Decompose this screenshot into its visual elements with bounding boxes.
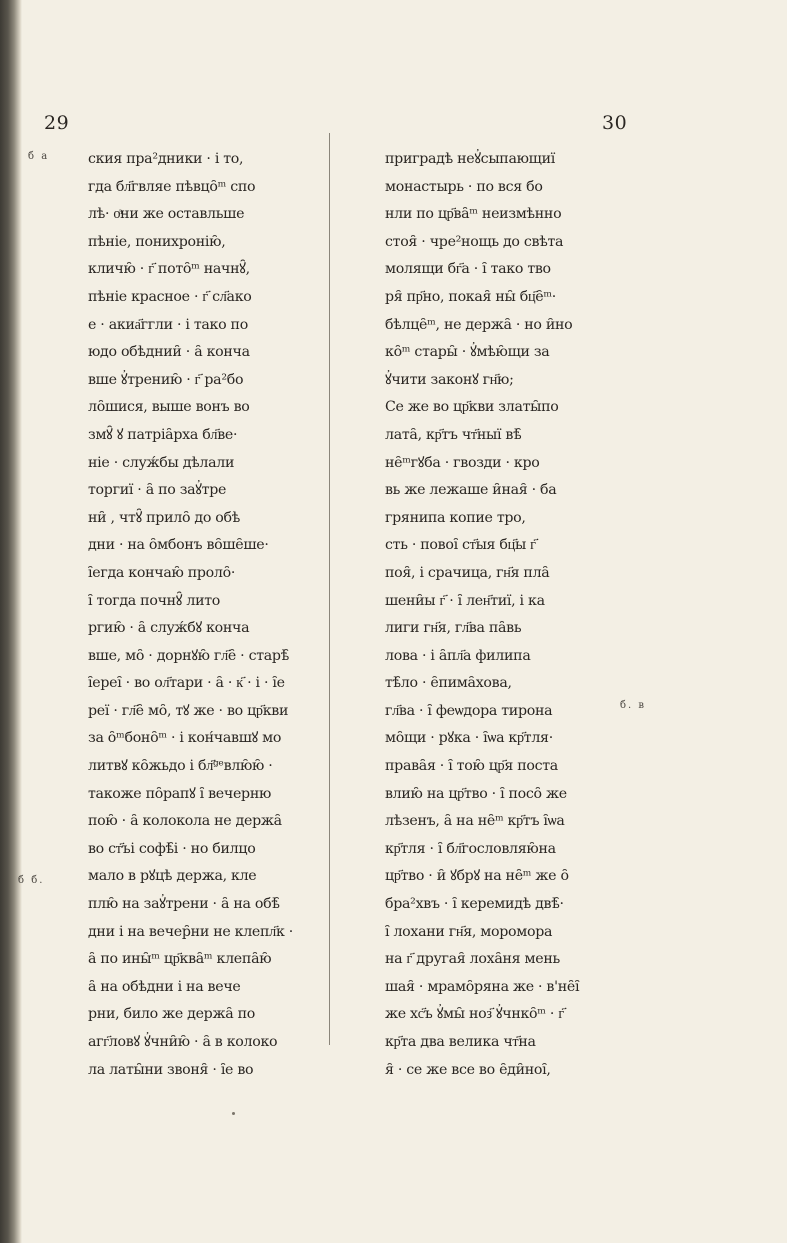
left-column-line: е · акиа҃ггли · і тако по	[88, 316, 248, 333]
left-column-line: дни · на о̑мбонъ во̑ше̑ше·	[88, 537, 269, 554]
right-column-line: стоя̑ · чре²нощь до свѣта	[385, 233, 564, 250]
left-column-line: і̑ тогда почнꙋ̑ лито	[88, 592, 221, 609]
left-column-line: рни, било же держа̑ по	[88, 1006, 255, 1023]
left-column-line: ніе · служ́бы дѣлали	[88, 454, 235, 471]
left-column-line: агг҃ловꙋ ꙋ҆чни̑ю̑ · а̑ в колоко	[88, 1034, 278, 1050]
right-column-line: монастырь · по вся бо	[385, 178, 543, 195]
right-column-line: і̑ лохани гн҃я, моромора	[385, 923, 553, 940]
left-column-line: во ст҃ъі софѣ̑і · но билцо	[88, 840, 256, 857]
right-margin-note: б. в	[620, 700, 647, 711]
left-column-line: лѣ· оͣни же оставльше	[88, 206, 245, 223]
right-column-line: ря̑ пр҃но, покая̑ ны̑ бц҃е̑ᵐ·	[385, 288, 556, 305]
left-column-line: ргию̑ · а̑ служ́бꙋ конча	[88, 620, 250, 637]
right-column-line: мо̑щи · рꙋка · і̑ѡа кр҃тля·	[385, 730, 553, 747]
left-column-line: дни і на вечер̑ни не клепл҃к ·	[88, 923, 293, 940]
right-column-line: кр҃та два велика чт҃на	[385, 1034, 536, 1050]
right-column-line: бѣлце̑ᵐ, не держа̑ · но и̑но	[385, 316, 573, 333]
right-column-line: поя̑, і срачица, гн҃я пла̑	[385, 564, 550, 581]
left-column-line: а̑ по ины̑ᵐ цр҃ква̑ᵐ клепа̑ю̑	[88, 951, 272, 968]
left-column-line: пѣніе красное · г҃ сл҃ако	[88, 288, 252, 305]
right-column-line: нли по цр҃ва̑ᵐ неизмѣнно	[385, 206, 562, 223]
right-column-line: ꙋ҆чити законꙋ гн҃ю;	[385, 371, 514, 388]
left-column-line: ския пра²дники · і то,	[88, 151, 244, 167]
right-column-line: же хс҃ъ ꙋ҆мы̑ ноз҃ ꙋ҆чнко̑ᵐ · г҃	[385, 1006, 564, 1023]
right-column-line: я̑ · се же все во е̑ди̑ноі̑,	[385, 1061, 551, 1078]
left-column-line: а̑ на обѣдни і на вече	[88, 978, 241, 995]
left-column-line: і̑ереі̑ · во ол҃тари · а̑ · к҃ · і · і̑е	[88, 675, 285, 692]
book-binding-edge	[0, 0, 22, 1243]
right-text-column	[385, 146, 585, 1084]
right-column-line: на г҃ другая̑ лоха̑ня мень	[385, 951, 560, 968]
right-column-line: права̑я · і̑ тою̑ цр҃я поста	[385, 758, 558, 775]
right-page-number: 30	[602, 112, 628, 134]
left-column-line: юдо обѣднии̑ · а̑ конча	[88, 344, 250, 361]
right-column-line: молящи бг҃а · і̑ тако тво	[385, 261, 551, 278]
right-column-line: не̑ᵐгꙋба · гвозди · кро	[385, 454, 540, 471]
left-column-line: мало в рꙋцѣ держа, кле	[88, 868, 257, 885]
paper-speck	[232, 1112, 235, 1115]
right-column-line: вь же лежаше и̑ная̑ · ба	[385, 482, 557, 499]
left-column-line: реї · гл҃е̑ мо̑, тꙋ же · во цр҃кви	[88, 702, 289, 719]
left-column-line: гда бл҃гвляе пѣвцо̑ᵐ спо	[88, 178, 256, 195]
right-column-line: Се же во цр҃кви златы̑по	[385, 399, 559, 416]
left-text-column	[88, 146, 320, 1084]
right-column-line: шая̑ · мрамо̑ряна же · в'не̑і̑	[385, 978, 580, 995]
left-column-line: ни̑ , чтꙋ̑ прило̑ до обѣ	[88, 509, 241, 526]
right-column-line: лиги гн҃я, гл҃ва па̑вь	[385, 620, 522, 637]
right-column-line: влию̑ на цр҃тво · і̑ посо̑ же	[385, 785, 567, 802]
left-column-line: за о̑ᵐбоно̑ᵐ · і кон́чавшꙋ мо	[88, 730, 282, 747]
left-column-line: торгиї · а̑ по заꙋ҆тре	[88, 482, 227, 499]
right-column-line: приградѣ неꙋ҆сыпающиї	[385, 151, 555, 167]
left-column-line: вше, мо̑ · дорнꙋю̑ гл҃е̑ · старѣ̑	[88, 647, 289, 664]
left-column-line: ло̑шися, выше вонъ во	[88, 399, 250, 416]
left-margin-note-bottom: б б.	[18, 875, 45, 886]
right-column-line: ко̑ᵐ стары̑ · ꙋ҆мѣю̑щи за	[385, 344, 550, 361]
left-column-line: кличю̑ · г҃ пото̑ᵐ начнꙋ̑,	[88, 261, 250, 278]
right-column-line: лѣзенъ, а̑ на не̑ᵐ кр҃тъ і̑ѡа	[385, 813, 565, 830]
left-column-line: литвꙋ ко̑жьдо і бл҃ᵍᵉвлю̑ю̑ ·	[88, 758, 273, 775]
right-column-line: бра²хвъ · і̑ керемидѣ двѣ̑·	[385, 896, 564, 913]
left-column-line: змꙋ̑ ꙋ патріа̑рха бл҃ве·	[88, 426, 238, 443]
left-margin-note-top: б а	[28, 151, 50, 162]
left-column-line: вше ꙋ҆трению̑ · г҃ ра²бо	[88, 371, 244, 388]
left-column-line: пѣніе, понихронію̑,	[88, 233, 226, 250]
right-column-line: цр҃тво · и̑ ꙋбрꙋ на не̑ᵐ же о̑	[385, 868, 569, 885]
right-column-line: лата̑, кр҃тъ чт҃ныї вѣ̑	[385, 426, 522, 443]
left-page-number: 29	[44, 112, 70, 134]
right-column-line: грянипа копие тро,	[385, 509, 526, 526]
left-column-line: і̑егда кончаю̑ проло̑·	[88, 564, 236, 581]
left-column-line: пою̑ · а̑ колокола не держа̑	[88, 813, 282, 830]
right-column-line: кр҃тля · і̑ бл҃гословляю̑на	[385, 840, 556, 857]
right-column-line: лова · і а̑пл҃а филипа	[385, 647, 531, 664]
right-column-line: сть · повоі̑ ст҃ыя бц҃ы г҃	[385, 537, 536, 554]
left-column-line: такоже по̑рапꙋ і̑ вечерню	[88, 785, 272, 802]
right-column-line: тѣ̑ло · е̑пима̑хова,	[385, 675, 512, 692]
right-column-line: шени̑ы г҃ · і̑ лен҃тиї, і ка	[385, 592, 545, 609]
left-column-line: ла латы̑ни звоня̑ · і̑е во	[88, 1061, 254, 1078]
right-column-line: гл҃ва · і̑ феѡдора тирона	[385, 702, 553, 719]
left-column-line: плю̑ на заꙋ҆трени · а̑ на обѣ̑	[88, 896, 280, 913]
column-divider	[329, 133, 330, 1045]
